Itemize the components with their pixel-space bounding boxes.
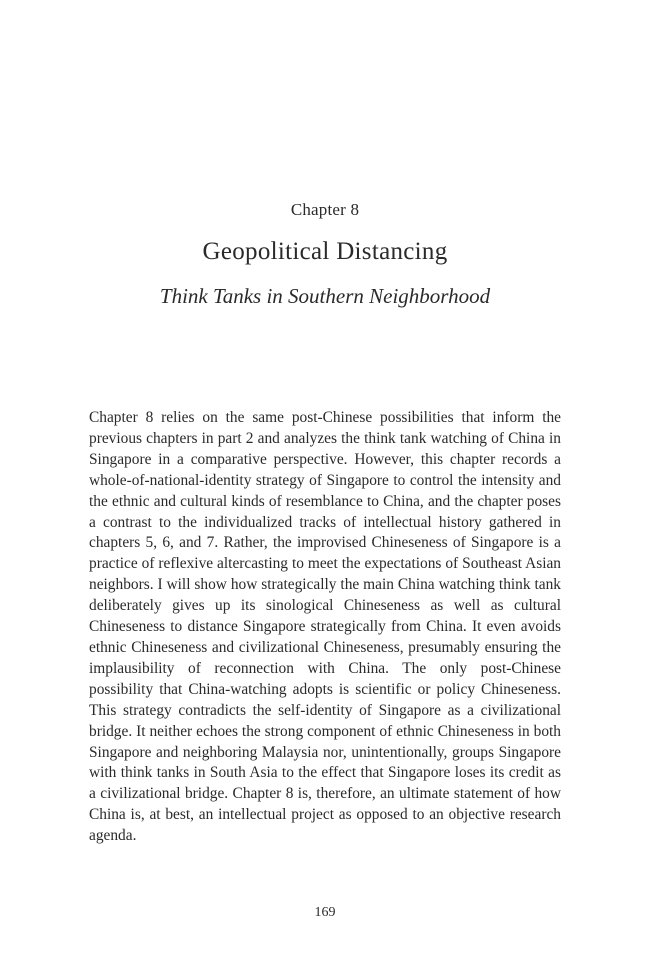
page-number: 169	[314, 905, 336, 920]
chapter-subtitle: Think Tanks in Southern Neighborhood	[159, 284, 491, 308]
chapter-summary-paragraph: Chapter 8 relies on the same post-Chinese possibilities that inform the previous chapters in part 2 and analyzes the think tank watching of China in Singapore in a comparative perspective. However, this chapter records a whole-of-national-identity strategy of Singapore to control the intensity and the ethnic and cultural kinds of resemblance to China, and the chapter poses a contrast to the individualized tracks of intellectual history gathered in chapters 5, 6, and 7. Rather, the improvised Chineseness of Singapore is a practice of reflexive altercasting to meet the expectations of Southeast Asian neighbors. I will show how strategically the main China watching think tank deliberately gives up its sinological Chineseness as well as cultural Chineseness to distance Singapore strategically from China. It even avoids ethnic Chineseness and civilizational Chineseness, presumably ensuring the implausibility of reconnection with China. The only post-Chinese possibility that China-watching adopts is scientific or policy Chineseness. This strategy contradicts the self-identity of Singapore as a civilizational bridge. It neither echoes the strong component of ethnic Chineseness in both Singapore and neighboring Malaysia nor, unintentionally, groups Singapore with think tanks in South Asia to the effect that Singapore loses its credit as a civilizational bridge. Chapter 8 is, therefore, an ultimate statement of how China is, at best, an intellectual project as opposed to an objective research agenda.	[89, 409, 561, 845]
chapter-number: Chapter 8	[290, 200, 360, 219]
chapter-title: Geopolitical Distancing	[202, 238, 448, 265]
